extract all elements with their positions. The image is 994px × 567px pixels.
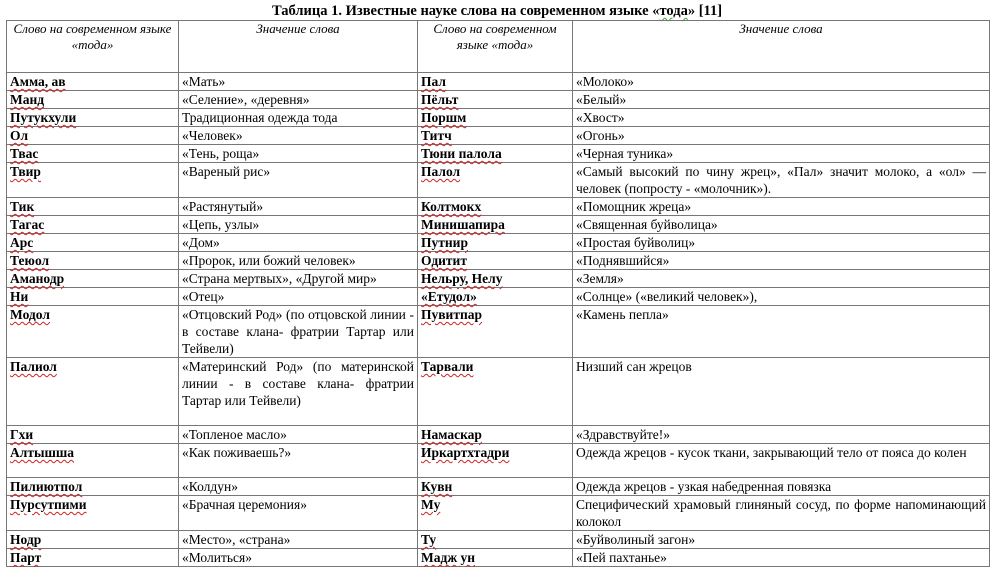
word-text: Твас	[10, 146, 39, 161]
table-row	[7, 288, 990, 306]
cell-meaning-right: «Поднявшийся»	[573, 252, 990, 270]
word-text: Колтмокх	[421, 199, 482, 214]
cell-meaning-left: «Отцовский Род» (по отцовской линии - в составе клана- фратрии Тартар или Тейвели)	[179, 306, 418, 358]
cell-meaning-right: «Хвост»	[573, 109, 990, 127]
cell-word-left	[7, 163, 179, 198]
cell-meaning-left: «Топленое масло»	[179, 426, 418, 444]
word-text: Твир	[10, 164, 41, 179]
word-text: Титч	[421, 128, 452, 143]
cell-meaning-right: «Камень пепла»	[573, 306, 990, 358]
word-text: Пилиютпол	[10, 479, 83, 494]
table-row	[7, 91, 990, 109]
cell-meaning-right: Одежда жрецов - кусок ткани, закрывающий тело от пояса до колен	[573, 444, 990, 478]
cell-meaning-left: «Брачная церемония»	[179, 496, 418, 531]
table-row	[7, 109, 990, 127]
cell-meaning-right: «Буйволиный загон»	[573, 531, 990, 549]
header-meaning-left: Значение слова	[179, 21, 418, 73]
word-text: Пёльт	[421, 92, 459, 107]
table-row	[7, 163, 990, 198]
cell-word-right	[418, 478, 573, 496]
word-text: Пал	[421, 74, 446, 89]
word-text: Ол	[10, 128, 29, 143]
cell-word-left	[7, 426, 179, 444]
caption-after: » [11]	[687, 3, 723, 19]
header-word-right: Слово на современном языке «тода»	[418, 21, 573, 73]
cell-meaning-left: «Место», «страна»	[179, 531, 418, 549]
cell-meaning-right: «Пей пахтанье»	[573, 549, 990, 567]
cell-meaning-left: «Тень, роща»	[179, 145, 418, 163]
cell-word-right	[418, 426, 573, 444]
word-text: Мадж ун	[421, 550, 476, 565]
cell-word-right	[418, 198, 573, 216]
cell-word-right	[418, 73, 573, 91]
cell-word-left	[7, 109, 179, 127]
word-text: Палол	[421, 164, 461, 179]
cell-word-left	[7, 234, 179, 252]
cell-meaning-left: «Молиться»	[179, 549, 418, 567]
vocabulary-table	[6, 20, 990, 567]
cell-word-left	[7, 91, 179, 109]
table-row	[7, 358, 990, 426]
cell-word-left	[7, 198, 179, 216]
cell-meaning-left: «Растянутый»	[179, 198, 418, 216]
cell-meaning-right: «Простая буйволиц»	[573, 234, 990, 252]
cell-word-right	[418, 444, 573, 478]
table-row	[7, 216, 990, 234]
cell-meaning-left: «Дом»	[179, 234, 418, 252]
cell-meaning-right: «Солнце» («великий человек»),	[573, 288, 990, 306]
word-text: Тагас	[10, 217, 45, 232]
cell-meaning-right: «Черная туника»	[573, 145, 990, 163]
word-text: Путнир	[421, 235, 468, 250]
cell-meaning-left: «Мать»	[179, 73, 418, 91]
word-text: Амма, ав	[10, 74, 66, 89]
cell-meaning-right: «Священная буйволица»	[573, 216, 990, 234]
word-text: Тарвали	[421, 359, 474, 374]
cell-meaning-left: Традиционная одежда тода	[179, 109, 418, 127]
cell-meaning-left: «Человек»	[179, 127, 418, 145]
word-text: Поршм	[421, 110, 467, 125]
cell-word-left	[7, 478, 179, 496]
word-text: Му	[421, 497, 441, 512]
cell-word-left	[7, 549, 179, 567]
word-text: Тик	[10, 199, 35, 214]
cell-meaning-right: «Молоко»	[573, 73, 990, 91]
cell-word-right	[418, 127, 573, 145]
cell-word-left	[7, 444, 179, 478]
cell-meaning-left: «Пророк, или божий человек»	[179, 252, 418, 270]
word-text: Нодр	[10, 532, 42, 547]
table-row	[7, 127, 990, 145]
word-text: Намаскар	[421, 427, 482, 442]
word-text: Гхи	[10, 427, 34, 442]
table-row	[7, 234, 990, 252]
cell-word-left	[7, 216, 179, 234]
word-text: Аманодр	[10, 271, 65, 286]
header-row	[7, 21, 990, 73]
cell-meaning-left: «Вареный рис»	[179, 163, 418, 198]
cell-meaning-right: «Помощник жреца»	[573, 198, 990, 216]
header-word-left: Слово на современном языке «тода»	[7, 21, 179, 73]
cell-meaning-right: «Земля»	[573, 270, 990, 288]
cell-word-right	[418, 163, 573, 198]
word-text: Модол	[10, 307, 50, 322]
word-text: Иркартхтадри	[421, 445, 510, 460]
table-row	[7, 73, 990, 91]
word-text: Арс	[10, 235, 34, 250]
cell-meaning-left: «Страна мертвых», «Другой мир»	[179, 270, 418, 288]
cell-word-left	[7, 306, 179, 358]
word-text: Теюол	[10, 253, 50, 268]
cell-word-right	[418, 234, 573, 252]
cell-word-right	[418, 549, 573, 567]
word-text: Манд	[10, 92, 45, 107]
cell-word-right	[418, 91, 573, 109]
cell-word-left	[7, 73, 179, 91]
word-text: Алтышша	[10, 445, 75, 460]
table-row	[7, 549, 990, 567]
word-text: «Етудол»	[421, 289, 477, 304]
cell-word-right	[418, 531, 573, 549]
cell-meaning-right: «Огонь»	[573, 127, 990, 145]
cell-word-right	[418, 288, 573, 306]
cell-meaning-left: «Как поживаешь?»	[179, 444, 418, 478]
word-text: Нельру, Нелу	[421, 271, 503, 286]
cell-meaning-left: «Колдун»	[179, 478, 418, 496]
cell-word-right	[418, 270, 573, 288]
header-meaning-right: Значение слова	[573, 21, 990, 73]
cell-word-right	[418, 496, 573, 531]
word-text: Путукхули	[10, 110, 77, 125]
cell-meaning-left: «Отец»	[179, 288, 418, 306]
cell-word-right	[418, 358, 573, 426]
word-text: Пувитпар	[421, 307, 482, 322]
table-row	[7, 270, 990, 288]
table-caption	[0, 3, 994, 19]
word-text: Парт	[10, 550, 42, 565]
cell-word-right	[418, 109, 573, 127]
cell-meaning-right: Одежда жрецов - узкая набедренная повязка	[573, 478, 990, 496]
word-text: Кувн	[421, 479, 453, 494]
word-text: Ту	[421, 532, 437, 547]
cell-word-left	[7, 252, 179, 270]
word-text: Тюни палола	[421, 146, 502, 161]
table-row	[7, 426, 990, 444]
word-text: Ни	[10, 289, 29, 304]
cell-meaning-right: «Здравствуйте!»	[573, 426, 990, 444]
word-text: Минишапира	[421, 217, 505, 232]
cell-word-right	[418, 252, 573, 270]
cell-word-left	[7, 531, 179, 549]
cell-word-right	[418, 145, 573, 163]
word-text: Пурсутпими	[10, 497, 87, 512]
cell-word-left	[7, 127, 179, 145]
table-row	[7, 252, 990, 270]
cell-word-left	[7, 358, 179, 426]
word-text: Одитит	[421, 253, 467, 268]
cell-word-right	[418, 306, 573, 358]
cell-meaning-right: «Белый»	[573, 91, 990, 109]
cell-meaning-left: «Материнский Род» (по материнской линии - в составе клана- фратрии Тартар или Тейвели)	[179, 358, 418, 426]
table-row	[7, 444, 990, 478]
table-row	[7, 531, 990, 549]
table-row	[7, 496, 990, 531]
cell-meaning-right: «Самый высокий по чину жрец», «Пал» значит молоко, а «ол» — человек (попросту - «молочник»).	[573, 163, 990, 198]
table-row	[7, 306, 990, 358]
cell-word-left	[7, 496, 179, 531]
cell-meaning-left: «Селение», «деревня»	[179, 91, 418, 109]
cell-word-left	[7, 145, 179, 163]
cell-word-right	[418, 216, 573, 234]
caption-accent: тода	[659, 3, 688, 19]
table-row	[7, 478, 990, 496]
cell-word-left	[7, 288, 179, 306]
cell-word-left	[7, 270, 179, 288]
table-row	[7, 198, 990, 216]
word-text: Палиол	[10, 359, 57, 374]
cell-meaning-right: Специфический храмовый глиняный сосуд, по форме напоминающий колокол	[573, 496, 990, 531]
caption-before: Таблица 1. Известные науке слова на современном языке «	[271, 3, 660, 19]
cell-meaning-right: Низший сан жрецов	[573, 358, 990, 426]
table-row	[7, 145, 990, 163]
cell-meaning-left: «Цепь, узлы»	[179, 216, 418, 234]
